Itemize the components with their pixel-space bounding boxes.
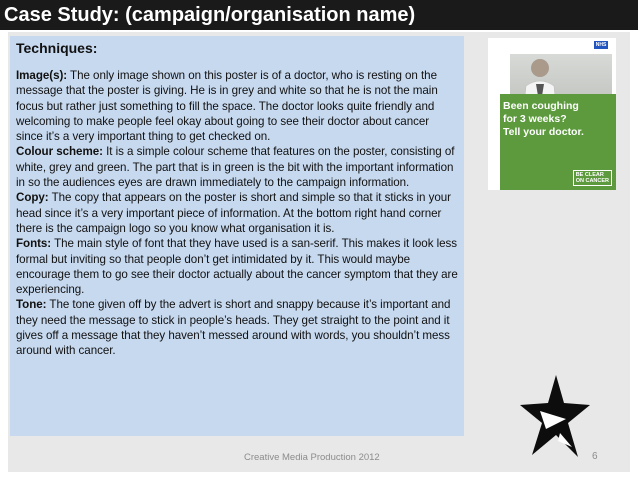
section-text-tone: The tone given off by the advert is short and snappy because it’s important and they need the message to stick in people’s heads. They get straight to the point and it gives off a message that they haven’t messed around with words, you shouldn’t mess around with cancer. [16,298,451,358]
campaign-logo-line: BE CLEAR [575,172,604,178]
section-text-copy: The copy that appears on the poster is short and simple so that it sticks in your head since it’s a very important piece of information. At the bottom right hand corner there is the campaign logo so you know what organisation it is. [16,191,451,235]
page-number: 6 [592,451,598,462]
star-logo-icon [520,375,590,457]
section-label-tone: Tone: [16,298,47,312]
campaign-logo [573,170,612,186]
section-label-copy: Copy: [16,191,49,205]
techniques-heading: Techniques: [16,40,98,56]
footer-text: Creative Media Production 2012 [244,452,380,463]
campaign-poster [488,38,616,190]
poster-message-line: Tell your doctor. [503,126,584,138]
section-text-fonts: The main style of font that they have used is a san-serif. This makes it look less formal but inviting so that people don’t get intimidated by it. This would maybe encourage them to go see their doctor actually about the cancer symptom that they are experiencing. [16,237,458,297]
poster-message-line: Been coughing [503,100,579,112]
section-text-image: The only image shown on this poster is of a doctor, who is resting on the message that the poster is giving. He is in grey and white so that he is not the main focus but rather just something to fill the space. The doctor looks quite friendly and welcoming to make people feel okay about going to see their doctor about cancer since it’s a very important thing to get checked on. [16,69,438,144]
poster-message-line: for 3 weeks? [503,113,567,125]
section-label-fonts: Fonts: [16,237,52,251]
message-panel [500,94,616,190]
section-label-image: Image(s): [16,69,68,82]
nhs-badge: NHS [595,42,607,48]
campaign-logo-line: ON CANCER [575,178,609,184]
techniques-body [16,68,458,359]
section-text-colour: It is a simple colour scheme that features on the poster, consisting of white, grey and green. The part that is in green is the bit with the important information in so the audiences eyes are drawn immediately to the campaign information. [16,145,455,190]
content-box [10,36,464,436]
section-label-colour: Colour scheme: [16,145,103,159]
poster-message [503,100,584,139]
slide-title: Case Study: (campaign/organisation name) [0,0,638,30]
